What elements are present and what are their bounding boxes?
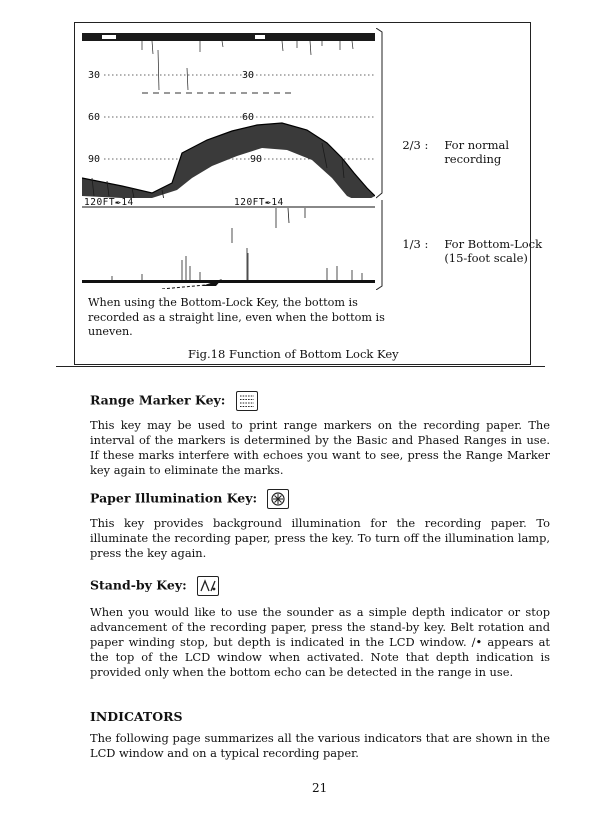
- normal-recording-scale: [395, 124, 509, 166]
- marker-90-left: 90: [88, 154, 101, 165]
- marker-30-right: 30: [242, 70, 255, 81]
- paper-illumination-title: Paper Illumination Key:: [90, 490, 258, 506]
- illumination-key-icon: [267, 489, 289, 509]
- marker-90-right: 90: [250, 154, 263, 165]
- range-marker-heading: [90, 391, 258, 411]
- scale-label-left: 120FT✒14: [84, 197, 134, 208]
- bottom-lock-scale-ratio: 1/3 :: [402, 237, 429, 251]
- standby-body: When you would like to use the sounder as a simple depth indicator or stop advancement of the recording paper, press the stand-by key. Belt rotation and paper winding stop, but depth is indicated in the LCD window. ∕• appears at the top of the LCD window when activated. Note that depth indication is provided only when the bottom echo can be detected in the range in use.: [90, 605, 550, 679]
- marker-60-right: 60: [242, 112, 255, 123]
- figure-bottom-rule: [56, 366, 545, 367]
- normal-scale-desc: For normal recording: [444, 138, 510, 166]
- figure-caption: Fig.18 Function of Bottom Lock Key: [188, 347, 399, 361]
- marker-30-left: 30: [88, 70, 101, 81]
- range-marker-key-icon: [236, 391, 258, 411]
- indicators-body: The following page summarizes all the various indicators that are shown in the LCD window and on a typical recording paper.: [90, 731, 550, 760]
- scale-label-right: 120FT✒14: [234, 197, 284, 208]
- normal-scale-ratio: 2/3 :: [402, 138, 429, 152]
- figure-note: When using the Bottom-Lock Key, the bottom is recorded as a straight line, even when the bottom is uneven.: [88, 296, 385, 338]
- echogram-recording-paper: [82, 28, 375, 289]
- indicators-heading: INDICATORS: [90, 709, 183, 724]
- range-marker-title: Range Marker Key:: [90, 392, 226, 408]
- standby-key-icon: [197, 576, 219, 596]
- page-number: 21: [312, 781, 328, 795]
- paper-illumination-heading: [90, 489, 289, 509]
- standby-heading: [90, 576, 219, 596]
- bottom-lock-scale-desc: For Bottom-Lock (15-foot scale): [444, 237, 543, 265]
- range-marker-body: This key may be used to print range markers on the recording paper. The interval of the markers is determined by the Basic and Phased Ranges in use. If these marks interfere with echoes you want to see, press the Range Marker key again to eliminate the marks.: [90, 418, 550, 477]
- marker-60-left: 60: [88, 112, 101, 123]
- bottom-lock-scale: [395, 223, 542, 265]
- standby-title: Stand-by Key:: [90, 577, 187, 593]
- scale-bracket: [376, 28, 390, 290]
- paper-illumination-body: This key provides background illumination for the recording paper. To illuminate the recording paper, press the key. To turn off the illumination lamp, press the key again.: [90, 516, 550, 560]
